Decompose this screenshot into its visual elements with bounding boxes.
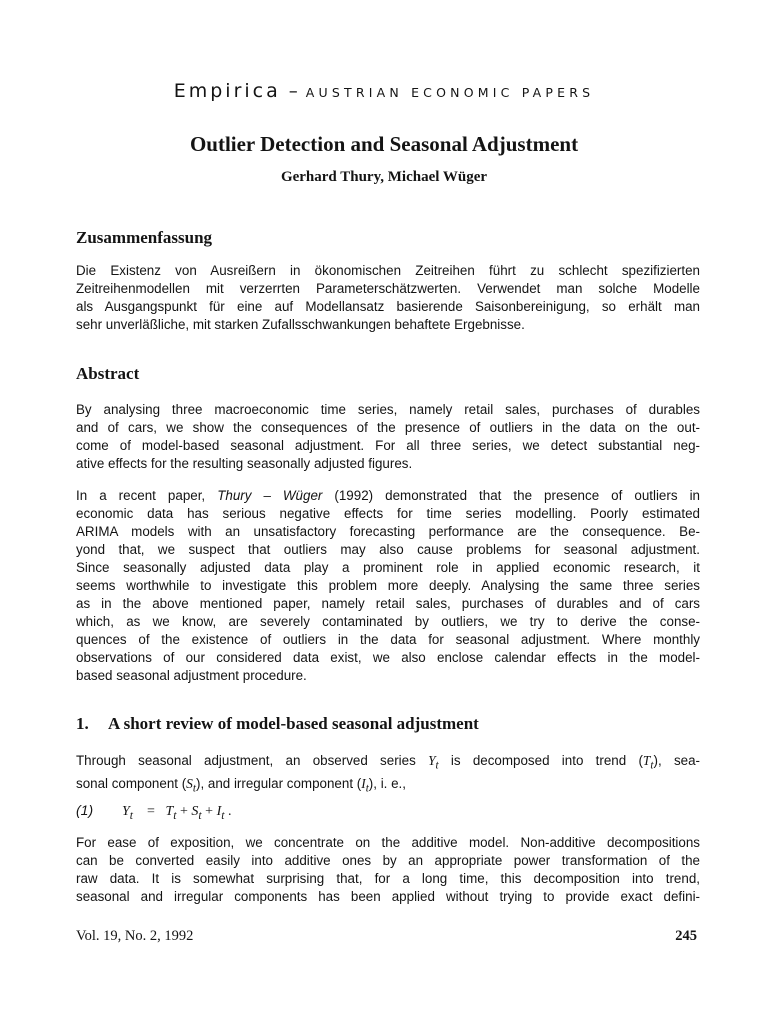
var-t [642,753,654,772]
section-1-paragraph-2 [76,834,700,906]
var-subscript: t [435,759,439,772]
text-line: observations of our considered data exist, we also enclose calendar effects in the model- [76,650,700,665]
var-y [428,753,439,772]
text-line: which, as we know, are severely contaminated by outliers, we try to derive the conse- [76,614,700,629]
section-number: 1. [76,714,89,733]
journal-subtitle: AUSTRIAN ECONOMIC PAPERS [305,85,595,100]
var-s-letter: S [186,775,193,791]
intro-paragraph [76,487,700,685]
eq-subscript: t [173,808,177,822]
eq-subscript: t [221,808,225,822]
text-line: Zeitreihenmodellen mit verzerrten Parameterschätzwerten. Verwendet man solche Modelle [76,281,700,296]
section-1-heading [76,714,479,734]
text-line: seems worthwhile to investigate this problem more deeply. Analysing the same three series [76,578,700,593]
var-i-letter: I [361,775,366,791]
eq-seasonal-letter: S [191,804,199,819]
var-subscript: t [650,759,654,772]
text-line: yond that, we suspect that outliers may also cause problems for seasonal adjustment. [76,542,700,557]
text-line: seasonal and irregular components has been applied without trying to provide exact defini- [76,889,700,904]
abstract-heading: Abstract [76,364,140,383]
journal-name: Empirica [173,80,281,102]
eq-lhs [122,804,134,822]
eq-trend-letter: T [165,804,174,819]
text-run: ), i. e., [368,775,407,791]
var-subscript: t [192,782,196,795]
text-line: ARIMA models with an unsatisfactory forecasting performance are the consequence. Be- [76,524,700,539]
text-line [76,487,700,505]
eq-irregular [216,804,225,822]
text-line: Die Existenz von Ausreißern in ökonomischen Zeitreihen führt zu schlecht spezifizierten [76,263,700,278]
equation-number: (1) [76,802,94,818]
text-line [76,752,700,775]
journal-dash: – [288,81,298,102]
text-line: can be converted easily into additive ones by an appropriate power transformation of the [76,853,700,868]
intro-citation: Thury – Wüger [217,488,323,503]
text-run: ), sea- [653,753,700,768]
eq-seasonal [191,804,202,822]
text-line: economic data has serious negative effects for time series modelling. Poorly estimated [76,506,700,521]
text-line: Since seasonally adjusted data play a prominent role in applied economic research, it [76,560,700,575]
eq-subscript: t [198,808,202,822]
eq-period: . [227,804,232,819]
eq-trend [165,804,177,822]
eq-irregular-letter: I [216,804,222,819]
text-line: als Ausgangspunkt für eine auf Modellansatz basierende Saisonbereinigung, so erhält man [76,299,700,314]
text-line: and of cars, we show the consequences of the presence of outliers in the data on the out- [76,420,700,435]
var-subscript: t [365,782,369,795]
eq-equals: = [147,804,155,819]
eq-lhs-letter: Y [122,804,130,819]
text-line: come of model-based seasonal adjustment. For all three series, we detect substantial neg- [76,438,700,453]
equation-1 [76,802,231,822]
var-t-letter: T [642,753,651,768]
section-title: A short review of model-based seasonal adjustment [108,714,479,733]
intro-line1-pre: In a recent paper, [76,488,218,503]
text-run: is decomposed into trend ( [438,753,643,768]
zusammenfassung-heading: Zusammenfassung [76,228,213,247]
eq-plus: + [180,804,188,819]
eq-subscript: t [129,808,134,822]
eq-plus: + [205,804,214,819]
text-run: Through seasonal adjustment, an observed series [76,753,429,768]
text-line: quences of the existence of outliers in the data for seasonal adjustment. Where monthly [76,632,700,647]
intro-line1-post: (1992) demonstrated that the presence of outliers in [322,488,700,503]
paper-authors: Gerhard Thury, Michael Wüger [280,169,488,185]
text-line: sehr unverläßliche, mit starken Zufallsschwankungen behaftete Ergebnisse. [76,317,525,332]
text-line: For ease of exposition, we concentrate on the additive model. Non-additive decompositions [76,835,700,850]
journal-header [0,80,768,102]
text-run: sonal component ( [76,775,187,791]
text-line: as in the above mentioned paper, namely retail sales, purchases of durables and of cars [76,596,700,611]
var-s [186,775,196,795]
var-y-letter: Y [428,753,436,768]
volume-info: Vol. 19, No. 2, 1992 [76,928,194,944]
zusammenfassung-paragraph [76,262,700,334]
text-line: ative effects for the resulting seasonally adjusted figures. [76,456,413,471]
paper-title: Outlier Detection and Seasonal Adjustment [189,132,579,156]
text-line: raw data. It is somewhat surprising that, for a long time, this decomposition into trend, [76,871,700,886]
text-line [76,775,700,798]
page-number: 245 [675,928,697,944]
text-line: By analysing three macroeconomic time series, namely retail sales, purchases of durables [76,402,700,417]
var-i [361,775,369,795]
text-line: based seasonal adjustment procedure. [76,668,307,683]
text-run: ), and irregular component ( [195,775,362,791]
abstract-paragraph [76,401,700,473]
section-1-paragraph-1 [76,752,700,797]
